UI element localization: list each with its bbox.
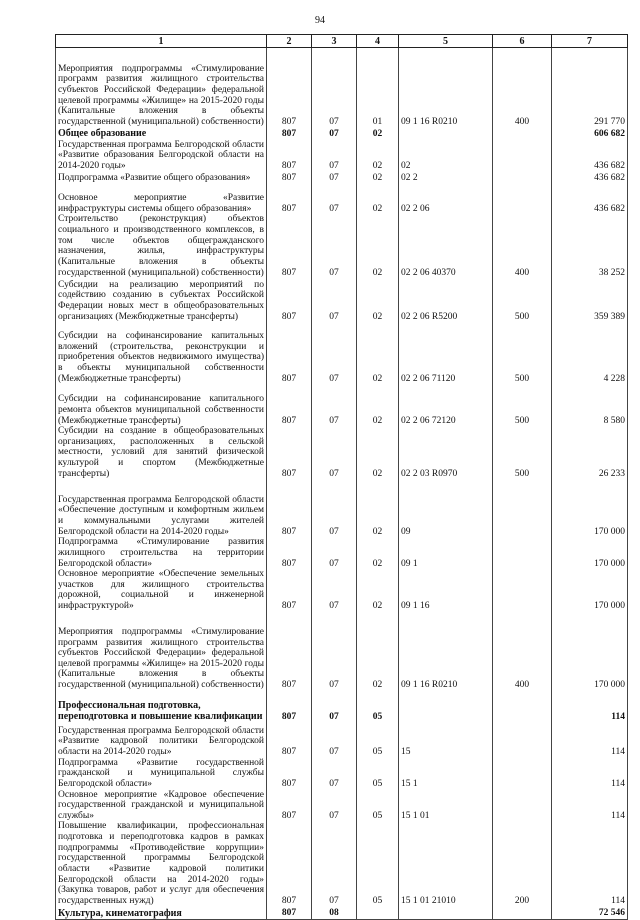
row-subsection (357, 906, 399, 919)
row-expense-type (493, 790, 552, 822)
header-col-1: 1 (56, 35, 267, 48)
row-target-article: 02 2 06 (399, 183, 493, 214)
table-row (56, 322, 628, 384)
table-row (56, 183, 628, 214)
row-name: Подпрограмма «Развитие общего образования» (56, 171, 267, 183)
table-row (56, 790, 628, 822)
row-admin-code: 807 (267, 322, 312, 384)
header-col-4: 4 (357, 35, 399, 48)
row-section: 07 (312, 479, 357, 537)
row-admin-code: 807 (267, 758, 312, 790)
row-name: Государственная программа Белгородской области «Развитие кадровой политики Белгородской области на 2014-2020 годы» (56, 723, 267, 758)
row-expense-type: 400 (493, 214, 552, 278)
row-expense-type: 500 (493, 322, 552, 384)
row-admin-code: 807 (267, 479, 312, 537)
row-amount: 114 (552, 691, 628, 723)
row-subsection: 02 (357, 278, 399, 322)
row-amount: 170 000 (552, 537, 628, 569)
row-admin-code: 807 (267, 723, 312, 758)
row-name: Основное мероприятие «Обеспечение земельных участков для жилищного строительства дорожной, социальной и инженерной инфраструктурой» (56, 569, 267, 612)
row-amount: 26 233 (552, 426, 628, 479)
row-subsection: 05 (357, 821, 399, 906)
row-expense-type (493, 569, 552, 612)
row-subsection: 02 (357, 612, 399, 691)
row-name: Государственная программа Белгородской области «Обеспечение доступным и комфортным жильем и коммунальными услугами жителей Белгородской области на 2014-2020 годы» (56, 479, 267, 537)
row-expense-type (493, 183, 552, 214)
row-subsection: 02 (357, 384, 399, 426)
row-admin-code: 807 (267, 612, 312, 691)
row-amount: 114 (552, 790, 628, 822)
row-section: 07 (312, 183, 357, 214)
row-section: 07 (312, 758, 357, 790)
header-col-7: 7 (552, 35, 628, 48)
row-section: 07 (312, 278, 357, 322)
row-target-article: 02 (399, 140, 493, 172)
page-number: 94 (315, 15, 325, 26)
row-expense-type: 400 (493, 48, 552, 128)
row-name: Мероприятия подпрограммы «Стимулирование программ развития жилищного строительства субъектов Российской Федерации» федеральной целевой программы «Жилище» на 2015-2020 годы (Капитальные вложения в объекты государственной (муниципальной) собственности) (56, 612, 267, 691)
row-section: 07 (312, 140, 357, 172)
table-row (56, 906, 628, 919)
row-expense-type (493, 140, 552, 172)
row-admin-code: 807 (267, 426, 312, 479)
row-admin-code: 807 (267, 128, 312, 140)
row-target-article: 15 1 01 (399, 790, 493, 822)
row-admin-code: 807 (267, 171, 312, 183)
table-row (56, 479, 628, 537)
table-row (56, 128, 628, 140)
row-name: Основное мероприятие «Развитие инфраструктуры системы общего образования» (56, 183, 267, 214)
row-amount: 170 000 (552, 569, 628, 612)
row-section: 07 (312, 48, 357, 128)
row-target-article (399, 906, 493, 919)
row-amount: 4 228 (552, 322, 628, 384)
row-section: 07 (312, 569, 357, 612)
row-admin-code: 807 (267, 278, 312, 322)
row-amount: 170 000 (552, 479, 628, 537)
row-expense-type (493, 128, 552, 140)
row-admin-code: 807 (267, 906, 312, 919)
header-col-3: 3 (312, 35, 357, 48)
row-amount: 114 (552, 821, 628, 906)
row-target-article: 09 1 (399, 537, 493, 569)
row-subsection: 02 (357, 214, 399, 278)
budget-table (55, 34, 628, 920)
row-section: 07 (312, 821, 357, 906)
row-amount: 606 682 (552, 128, 628, 140)
row-target-article: 02 2 (399, 171, 493, 183)
row-section: 07 (312, 322, 357, 384)
table-row (56, 821, 628, 906)
row-section: 07 (312, 691, 357, 723)
row-amount: 436 682 (552, 140, 628, 172)
row-name: Подпрограмма «Стимулирование развития жилищного строительства на территории Белгородской области» (56, 537, 267, 569)
row-amount: 114 (552, 758, 628, 790)
row-admin-code: 807 (267, 790, 312, 822)
row-subsection: 02 (357, 171, 399, 183)
row-subsection: 02 (357, 426, 399, 479)
row-name: Субсидии на реализацию мероприятий по содействию созданию в субъектах Российской Федерации новых мест в общеобразовательных организациях (Межбюджетные трансферты) (56, 278, 267, 322)
header-col-6: 6 (493, 35, 552, 48)
row-name: Субсидии на софинансирование капитальных вложений (строительства, реконструкции и приобретения объектов недвижимого имущества) в объекты муниципальной собственности (Межбюджетные трансферты) (56, 322, 267, 384)
row-admin-code: 807 (267, 214, 312, 278)
row-name: Государственная программа Белгородской области «Развитие образования Белгородской области на 2014-2020 годы» (56, 140, 267, 172)
row-amount: 72 546 (552, 906, 628, 919)
row-section: 07 (312, 612, 357, 691)
row-admin-code: 807 (267, 537, 312, 569)
row-admin-code: 807 (267, 384, 312, 426)
row-target-article: 09 (399, 479, 493, 537)
row-section: 07 (312, 426, 357, 479)
row-subsection: 02 (357, 322, 399, 384)
table-row (56, 569, 628, 612)
row-name: Субсидии на создание в общеобразовательных организациях, расположенных в сельской местности, условий для занятий физической культурой и спортом (Межбюджетные трансферты) (56, 426, 267, 479)
table-row (56, 691, 628, 723)
table-row (56, 612, 628, 691)
row-subsection: 02 (357, 183, 399, 214)
row-name: Культура, кинематография (56, 906, 267, 919)
row-subsection: 05 (357, 723, 399, 758)
row-amount: 38 252 (552, 214, 628, 278)
row-amount: 359 389 (552, 278, 628, 322)
row-section: 07 (312, 790, 357, 822)
row-section: 07 (312, 384, 357, 426)
table-header-row (56, 35, 628, 48)
row-target-article (399, 691, 493, 723)
row-expense-type: 500 (493, 278, 552, 322)
row-section: 07 (312, 537, 357, 569)
row-admin-code: 807 (267, 821, 312, 906)
row-amount: 170 000 (552, 612, 628, 691)
row-subsection: 05 (357, 758, 399, 790)
row-admin-code: 807 (267, 48, 312, 128)
table-row (56, 537, 628, 569)
row-section: 07 (312, 214, 357, 278)
row-subsection: 02 (357, 479, 399, 537)
row-subsection: 02 (357, 128, 399, 140)
row-admin-code: 807 (267, 140, 312, 172)
row-target-article (399, 128, 493, 140)
table-row (56, 758, 628, 790)
row-expense-type (493, 537, 552, 569)
row-target-article: 09 1 16 R0210 (399, 48, 493, 128)
table-row (56, 278, 628, 322)
row-target-article: 15 1 (399, 758, 493, 790)
row-expense-type (493, 758, 552, 790)
row-section: 08 (312, 906, 357, 919)
row-name: Мероприятия подпрограммы «Стимулирование программ развития жилищного строительства субъектов Российской Федерации» федеральной целевой программы «Жилище» на 2015-2020 годы (Капитальные вложения в объекты государственной (муниципальной) собственности) (56, 48, 267, 128)
row-target-article: 02 2 06 40370 (399, 214, 493, 278)
row-name: Основное мероприятие «Кадровое обеспечение государственной гражданской и муниципальной службы» (56, 790, 267, 822)
row-target-article: 02 2 06 R5200 (399, 278, 493, 322)
row-expense-type: 500 (493, 426, 552, 479)
row-section: 07 (312, 171, 357, 183)
row-amount: 436 682 (552, 183, 628, 214)
table-row (56, 140, 628, 172)
row-section: 07 (312, 128, 357, 140)
row-admin-code: 807 (267, 569, 312, 612)
row-expense-type: 200 (493, 821, 552, 906)
row-subsection: 05 (357, 790, 399, 822)
row-subsection: 02 (357, 140, 399, 172)
table-row (56, 214, 628, 278)
row-target-article: 09 1 16 (399, 569, 493, 612)
row-name: Субсидии на софинансирование капитального ремонта объектов муниципальной собственности (Межбюджетные трансферты) (56, 384, 267, 426)
row-target-article: 02 2 06 71120 (399, 322, 493, 384)
row-subsection: 02 (357, 569, 399, 612)
row-subsection: 02 (357, 537, 399, 569)
row-section: 07 (312, 723, 357, 758)
row-admin-code: 807 (267, 183, 312, 214)
row-name: Общее образование (56, 128, 267, 140)
table-row (56, 723, 628, 758)
row-expense-type (493, 906, 552, 919)
row-expense-type (493, 691, 552, 723)
row-target-article: 15 1 01 21010 (399, 821, 493, 906)
header-col-2: 2 (267, 35, 312, 48)
row-admin-code: 807 (267, 691, 312, 723)
header-col-5: 5 (399, 35, 493, 48)
table-row (56, 171, 628, 183)
row-amount: 291 770 (552, 48, 628, 128)
row-expense-type: 500 (493, 384, 552, 426)
row-target-article: 02 2 06 72120 (399, 384, 493, 426)
row-name: Повышение квалификации, профессиональная подготовка и переподготовка кадров в рамках подпрограммы «Противодействие коррупции» государственной программы Белгородской области «Развитие кадровой политики Белгородской области на 2014-2020 годы» (Закупка товаров, работ и услуг для обеспечения государственных нужд) (56, 821, 267, 906)
row-subsection: 01 (357, 48, 399, 128)
table-row (56, 48, 628, 128)
row-expense-type: 400 (493, 612, 552, 691)
row-target-article: 09 1 16 R0210 (399, 612, 493, 691)
row-name: Профессиональная подготовка, переподготовка и повышение квалификации (56, 691, 267, 723)
row-amount: 436 682 (552, 171, 628, 183)
row-expense-type (493, 479, 552, 537)
row-expense-type (493, 723, 552, 758)
row-amount: 8 580 (552, 384, 628, 426)
row-target-article: 15 (399, 723, 493, 758)
row-amount: 114 (552, 723, 628, 758)
table-row (56, 384, 628, 426)
row-name: Строительство (реконструкция) объектов социального и производственного комплексов, в том числе объектов общегражданского назначения, жилья, инфраструктуры (Капитальные вложения в объекты государственной (муниципальной) собственности) (56, 214, 267, 278)
table-row (56, 426, 628, 479)
row-target-article: 02 2 03 R0970 (399, 426, 493, 479)
row-subsection: 05 (357, 691, 399, 723)
row-name: Подпрограмма «Развитие государственной гражданской и муниципальной службы Белгородской области» (56, 758, 267, 790)
row-expense-type (493, 171, 552, 183)
